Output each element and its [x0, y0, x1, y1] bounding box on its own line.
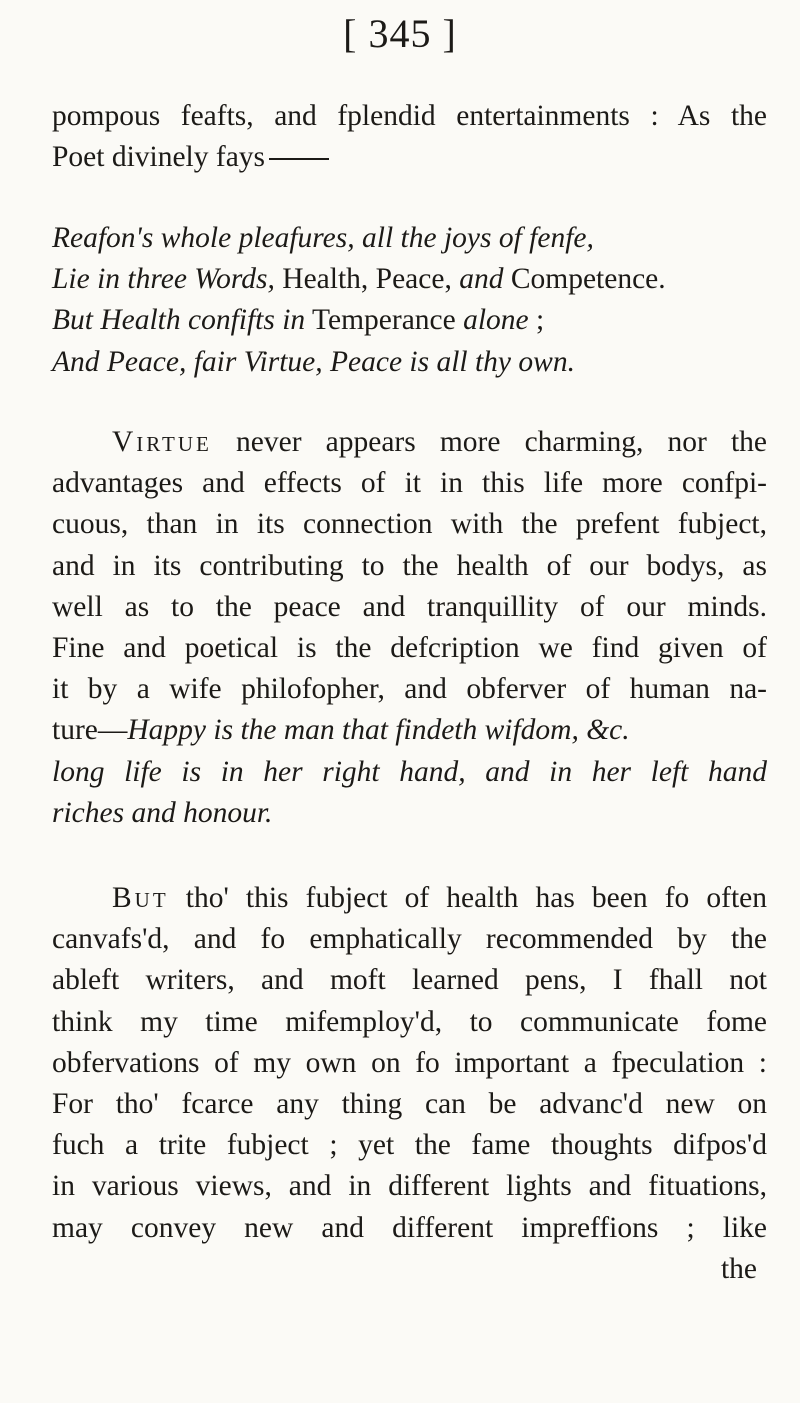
text-line: advantages and effects of it in this life more confpi-	[52, 467, 767, 500]
text-fragment: Competence.	[503, 263, 666, 296]
text-line: obfervations of my own on fo important a fpeculation :	[52, 1046, 767, 1079]
page-number: [ 345 ]	[343, 11, 457, 56]
verse-line	[52, 259, 767, 300]
text-line	[52, 878, 767, 919]
text-fragment: But Health confifts in	[52, 304, 306, 337]
text-fragment: Health, Peace,	[274, 263, 460, 296]
small-caps-word: Virtue	[112, 426, 212, 458]
text-line: think my time mifemploy'd, to communicate fome	[52, 1005, 767, 1038]
text-line: fuch a trite fubject ; yet the fame thoughts difpos'd	[52, 1129, 767, 1162]
verse-line: And Peace, fair Virtue, Peace is all thy own.	[52, 345, 575, 378]
text-line: it by a wife philofopher, and obferver of human na-	[52, 673, 767, 706]
text-line: may convey new and different impreffions ; like	[52, 1211, 767, 1244]
em-dash-rule	[269, 158, 329, 160]
text-fragment: Poet divinely fays	[52, 141, 266, 174]
paragraph-virtue	[52, 422, 767, 834]
verse-quotation	[52, 218, 767, 383]
text-line: well as to the peace and tranquillity of our minds.	[52, 590, 767, 623]
verse-line	[52, 300, 767, 341]
text-line: pompous feafts, and fplendid entertainments : As the	[52, 100, 767, 132]
text-line: For tho' fcarce any thing can be advanc'd new on	[52, 1088, 767, 1121]
text-fragment: Happy is the man that findeth wifdom, &c.	[127, 714, 630, 747]
text-line	[52, 422, 767, 463]
text-line: ableft writers, and moft learned pens, I fhall not	[52, 964, 767, 997]
text-fragment: Lie in three Words,	[52, 263, 275, 296]
text-line: cuous, than in its connection with the prefent fubject,	[52, 508, 767, 541]
text-line: in various views, and in different lights and fituations,	[52, 1170, 767, 1203]
text-line: riches and honour.	[52, 796, 273, 829]
text-line	[52, 710, 767, 751]
text-fragment: tho' this fubject of health has been fo often	[168, 882, 767, 914]
text-fragment: never appears more charming, nor the	[211, 426, 767, 458]
text-line	[52, 137, 767, 178]
text-fragment: and	[459, 263, 504, 296]
text-line: canvafs'd, and fo emphatically recommended by the	[52, 923, 767, 956]
small-caps-word: But	[112, 882, 169, 914]
verse-line: Reafon's whole pleafures, all the joys of fenfe,	[52, 222, 594, 254]
text-fragment: alone	[463, 304, 529, 337]
text-line: long life is in her right hand, and in her left hand	[52, 755, 767, 788]
opening-text	[52, 96, 767, 178]
text-fragment: Temperance	[305, 304, 464, 337]
catchword: the	[720, 1252, 757, 1285]
text-line: and in its contributing to the health of our bodys, as	[52, 549, 767, 582]
text-line: Fine and poetical is the defcription we find given of	[52, 632, 767, 665]
text-fragment: ture—	[52, 714, 128, 747]
text-fragment: ;	[528, 304, 545, 337]
paragraph-but	[52, 878, 767, 1290]
